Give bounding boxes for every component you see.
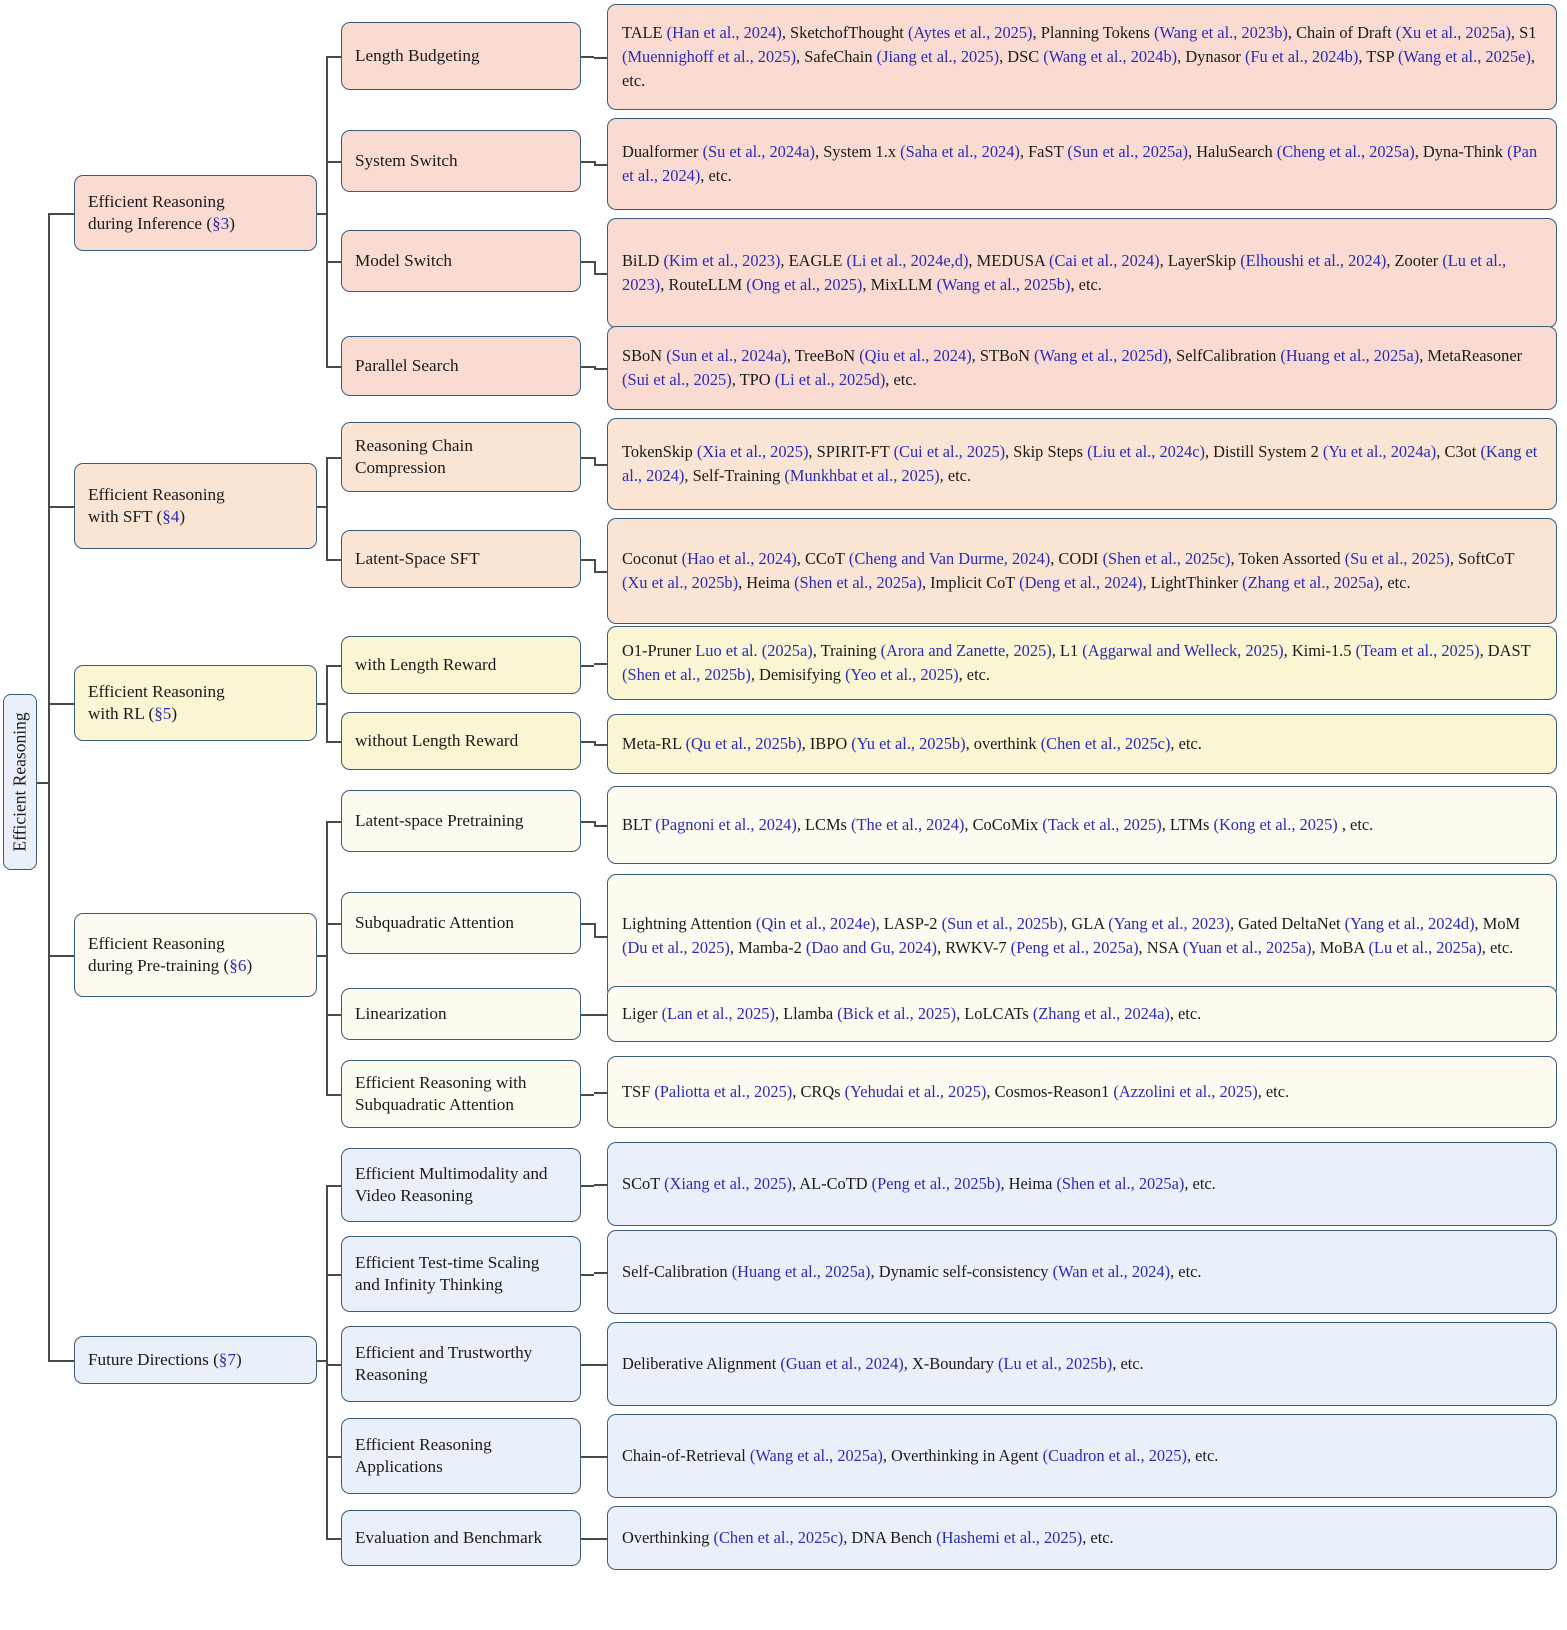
- connector-line: [581, 56, 594, 58]
- connector-line: [594, 559, 596, 571]
- category-box[interactable]: [341, 1326, 581, 1402]
- category-label: Evaluation and Benchmark: [355, 1527, 543, 1547]
- entries-box[interactable]: [607, 626, 1557, 700]
- entries-text: Chain-of-Retrieval (Wang et al., 2025a), Overthinking in Agent (Cuadron et al., 2025), etc.: [622, 1445, 1219, 1465]
- connector-line: [326, 821, 328, 1094]
- connector-line: [48, 1360, 74, 1362]
- root-label: Efficient Reasoning: [9, 712, 30, 852]
- branch-label: Efficient Reasoning with RL (§5): [88, 681, 225, 723]
- entries-text: Coconut (Hao et al., 2024), CCoT (Cheng and Van Durme, 2024), CODI (Shen et al., 2025c), Token Assorted (Su et al., 2025), SoftCoT (Xu et al., 2025b), Heima (Shen et al., 2025a), Implicit CoT (Deng et al., 2024), LightThinker (Zhang et al., 2025a), etc.: [622, 548, 1515, 592]
- branch-rl[interactable]: [74, 665, 317, 741]
- category-label: Efficient Reasoning with Subquadratic Attention: [355, 1072, 527, 1114]
- entries-box[interactable]: [607, 1322, 1557, 1406]
- connector-line: [594, 1538, 607, 1540]
- connector-line: [594, 825, 607, 827]
- connector-line: [326, 1185, 341, 1187]
- category-label: Efficient Test-time Scaling and Infinity Thinking: [355, 1252, 540, 1294]
- connector-line: [326, 559, 341, 561]
- entries-box[interactable]: [607, 786, 1557, 864]
- root-node[interactable]: [3, 694, 37, 870]
- connector-line: [326, 1094, 341, 1096]
- entries-box[interactable]: [607, 1506, 1557, 1570]
- connector-line: [326, 1274, 341, 1276]
- connector-line: [326, 1185, 328, 1538]
- category-box[interactable]: [341, 1236, 581, 1312]
- entries-box[interactable]: [607, 1142, 1557, 1226]
- category-label: Efficient Reasoning Applications: [355, 1434, 492, 1476]
- entries-text: BLT (Pagnoni et al., 2024), LCMs (The et al., 2024), CoCoMix (Tack et al., 2025), LTMs (Kong et al., 2025) , etc.: [622, 814, 1374, 834]
- connector-line: [326, 1538, 341, 1540]
- branch-label: Future Directions (§7): [88, 1349, 242, 1369]
- connector-line: [594, 464, 607, 466]
- connector-line: [317, 703, 328, 705]
- branch-future[interactable]: [74, 1336, 317, 1384]
- category-box[interactable]: [341, 988, 581, 1040]
- connector-line: [581, 923, 594, 925]
- branch-inference[interactable]: [74, 175, 317, 251]
- connector-line: [594, 936, 607, 938]
- connector-line: [326, 1014, 341, 1016]
- category-box[interactable]: [341, 22, 581, 90]
- category-label: without Length Reward: [355, 730, 519, 750]
- entries-text: SCoT (Xiang et al., 2025), AL-CoTD (Peng et al., 2025b), Heima (Shen et al., 2025a), etc.: [622, 1173, 1216, 1193]
- category-box[interactable]: [341, 1418, 581, 1494]
- entries-box[interactable]: [607, 118, 1557, 210]
- connector-line: [326, 821, 341, 823]
- connector-line: [581, 1364, 594, 1366]
- connector-line: [326, 1456, 341, 1458]
- connector-line: [594, 663, 607, 665]
- connector-line: [581, 741, 594, 743]
- branch-label: Efficient Reasoning during Inference (§3): [88, 191, 235, 233]
- category-label: Latent-Space SFT: [355, 548, 480, 568]
- branch-sft[interactable]: [74, 463, 317, 549]
- entries-box[interactable]: [607, 714, 1557, 774]
- connector-line: [326, 741, 341, 743]
- connector-line: [326, 56, 328, 366]
- category-label: Length Budgeting: [355, 45, 480, 65]
- connector-line: [581, 161, 594, 163]
- connector-line: [48, 213, 74, 215]
- category-label: Subquadratic Attention: [355, 912, 514, 932]
- entries-text: TSF (Paliotta et al., 2025), CRQs (Yehudai et al., 2025), Cosmos-Reason1 (Azzolini et al., 2025), etc.: [622, 1081, 1290, 1101]
- category-label: Efficient Multimodality and Video Reasoning: [355, 1163, 548, 1205]
- connector-line: [48, 703, 74, 705]
- connector-line: [326, 261, 341, 263]
- entries-box[interactable]: [607, 218, 1557, 328]
- connector-line: [581, 1094, 594, 1096]
- entries-text: Lightning Attention (Qin et al., 2024e), LASP-2 (Sun et al., 2025b), GLA (Yang et al., 2023), Gated DeltaNet (Yang et al., 2024d), MoM (Du et al., 2025), Mamba-2 (Dao and Gu, 2024), RWKV-7 (Peng et al., 2025a), NSA (Yuan et al., 2025a), MoBA (Lu et al., 2025a), etc.: [622, 913, 1521, 957]
- category-box[interactable]: [341, 422, 581, 492]
- connector-line: [594, 923, 596, 936]
- category-label: Linearization: [355, 1003, 447, 1023]
- category-box[interactable]: [341, 1148, 581, 1222]
- connector-line: [581, 261, 594, 263]
- category-label: Latent-space Pretraining: [355, 810, 524, 830]
- connector-line: [594, 1184, 607, 1186]
- entries-box[interactable]: [607, 326, 1557, 410]
- connector-line: [581, 1456, 594, 1458]
- connector-line: [594, 1456, 607, 1458]
- connector-line: [37, 782, 48, 784]
- connector-line: [317, 955, 328, 957]
- category-box[interactable]: [341, 1060, 581, 1128]
- entries-text: Dualformer (Su et al., 2024a), System 1.x (Saha et al., 2024), FaST (Sun et al., 2025a), HaluSearch (Cheng et al., 2025a), Dyna-Think (Pan et al., 2024), etc.: [622, 141, 1538, 185]
- entries-text: Self-Calibration (Huang et al., 2025a), Dynamic self-consistency (Wan et al., 2024), etc.: [622, 1261, 1202, 1281]
- category-box[interactable]: [341, 230, 581, 292]
- connector-line: [594, 1092, 607, 1094]
- entries-box[interactable]: [607, 4, 1557, 110]
- connector-line: [594, 1014, 607, 1016]
- entries-box[interactable]: [607, 418, 1557, 510]
- category-label: with Length Reward: [355, 654, 497, 674]
- connector-line: [581, 366, 594, 368]
- connector-line: [326, 457, 341, 459]
- connector-line: [317, 506, 328, 508]
- connector-line: [317, 213, 328, 215]
- category-box[interactable]: [341, 530, 581, 588]
- entries-box[interactable]: [607, 1056, 1557, 1128]
- entries-box[interactable]: [607, 518, 1557, 624]
- connector-line: [326, 1364, 341, 1366]
- connector-line: [581, 1185, 594, 1187]
- connector-line: [317, 1360, 328, 1362]
- connector-line: [581, 559, 594, 561]
- connector-line: [581, 1014, 594, 1016]
- connector-line: [326, 366, 341, 368]
- connector-line: [326, 161, 341, 163]
- category-box[interactable]: [341, 636, 581, 694]
- connector-line: [581, 457, 594, 459]
- entries-box[interactable]: [607, 1230, 1557, 1314]
- category-box[interactable]: [341, 1510, 581, 1566]
- connector-line: [48, 213, 50, 1360]
- entries-text: BiLD (Kim et al., 2023), EAGLE (Li et al., 2024e,d), MEDUSA (Cai et al., 2024), LayerSkip (Elhoushi et al., 2024), Zooter (Lu et al., 2023), RouteLLM (Ong et al., 2025), MixLLM (Wang et al., 2025b), etc.: [622, 250, 1507, 294]
- connector-line: [594, 368, 607, 370]
- connector-line: [594, 57, 607, 59]
- connector-line: [48, 955, 74, 957]
- category-box[interactable]: [341, 892, 581, 954]
- category-box[interactable]: [341, 130, 581, 192]
- entries-text: Deliberative Alignment (Guan et al., 2024), X-Boundary (Lu et al., 2025b), etc.: [622, 1353, 1144, 1373]
- category-label: Efficient and Trustworthy Reasoning: [355, 1342, 533, 1384]
- category-label: Reasoning Chain Compression: [355, 435, 473, 477]
- category-box[interactable]: [341, 336, 581, 396]
- entries-text: Liger (Lan et al., 2025), Llamba (Bick et al., 2025), LoLCATs (Zhang et al., 2024a), etc.: [622, 1003, 1202, 1023]
- connector-line: [594, 571, 607, 573]
- branch-label: Efficient Reasoning with SFT (§4): [88, 484, 225, 526]
- entries-text: Overthinking (Chen et al., 2025c), DNA Bench (Hashemi et al., 2025), etc.: [622, 1527, 1114, 1547]
- entries-box[interactable]: [607, 1414, 1557, 1498]
- entries-text: SBoN (Sun et al., 2024a), TreeBoN (Qiu et al., 2024), STBoN (Wang et al., 2025d), SelfCalibration (Huang et al., 2025a), MetaReasoner (Sui et al., 2025), TPO (Li et al., 2025d), etc.: [622, 345, 1523, 389]
- connector-line: [581, 1538, 594, 1540]
- entries-box[interactable]: [607, 874, 1557, 998]
- entries-box[interactable]: [607, 986, 1557, 1042]
- connector-line: [594, 744, 607, 746]
- connector-line: [48, 506, 74, 508]
- category-label: Model Switch: [355, 250, 452, 270]
- connector-line: [594, 273, 607, 275]
- category-label: System Switch: [355, 150, 458, 170]
- connector-line: [326, 56, 341, 58]
- connector-line: [594, 164, 607, 166]
- branch-label: Efficient Reasoning during Pre-training (§6): [88, 933, 253, 975]
- branch-pretraining[interactable]: [74, 913, 317, 997]
- connector-line: [326, 665, 341, 667]
- connector-line: [581, 821, 594, 823]
- entries-text: TokenSkip (Xia et al., 2025), SPIRIT-FT (Cui et al., 2025), Skip Steps (Liu et al., 2024c), Distill System 2 (Yu et al., 2024a), C3ot (Kang et al., 2024), Self-Training (Munkhbat et al., 2025), etc.: [622, 441, 1538, 485]
- entries-text: O1-Pruner Luo et al. (2025a), Training (Arora and Zanette, 2025), L1 (Aggarwal and Welleck, 2025), Kimi-1.5 (Team et al., 2025), DAST (Shen et al., 2025b), Demisifying (Yeo et al., 2025), etc.: [622, 640, 1531, 684]
- entries-text: TALE (Han et al., 2024), SketchofThought (Aytes et al., 2025), Planning Tokens (Wang et al., 2023b), Chain of Draft (Xu et al., 2025a), S1 (Muennighoff et al., 2025), SafeChain (Jiang et al., 2025), DSC (Wang et al., 2024b), Dynasor (Fu et al., 2024b), TSP (Wang et al., 2025e), etc.: [622, 22, 1537, 91]
- connector-line: [581, 1274, 594, 1276]
- connector-line: [326, 457, 328, 559]
- connector-line: [581, 665, 594, 667]
- connector-line: [594, 261, 596, 273]
- connector-line: [594, 457, 596, 464]
- connector-line: [326, 923, 341, 925]
- connector-line: [594, 1364, 607, 1366]
- category-box[interactable]: [341, 790, 581, 852]
- entries-text: Meta-RL (Qu et al., 2025b), IBPO (Yu et al., 2025b), overthink (Chen et al., 2025c), etc.: [622, 733, 1202, 753]
- category-label: Parallel Search: [355, 355, 459, 375]
- category-box[interactable]: [341, 712, 581, 770]
- connector-line: [594, 1272, 607, 1274]
